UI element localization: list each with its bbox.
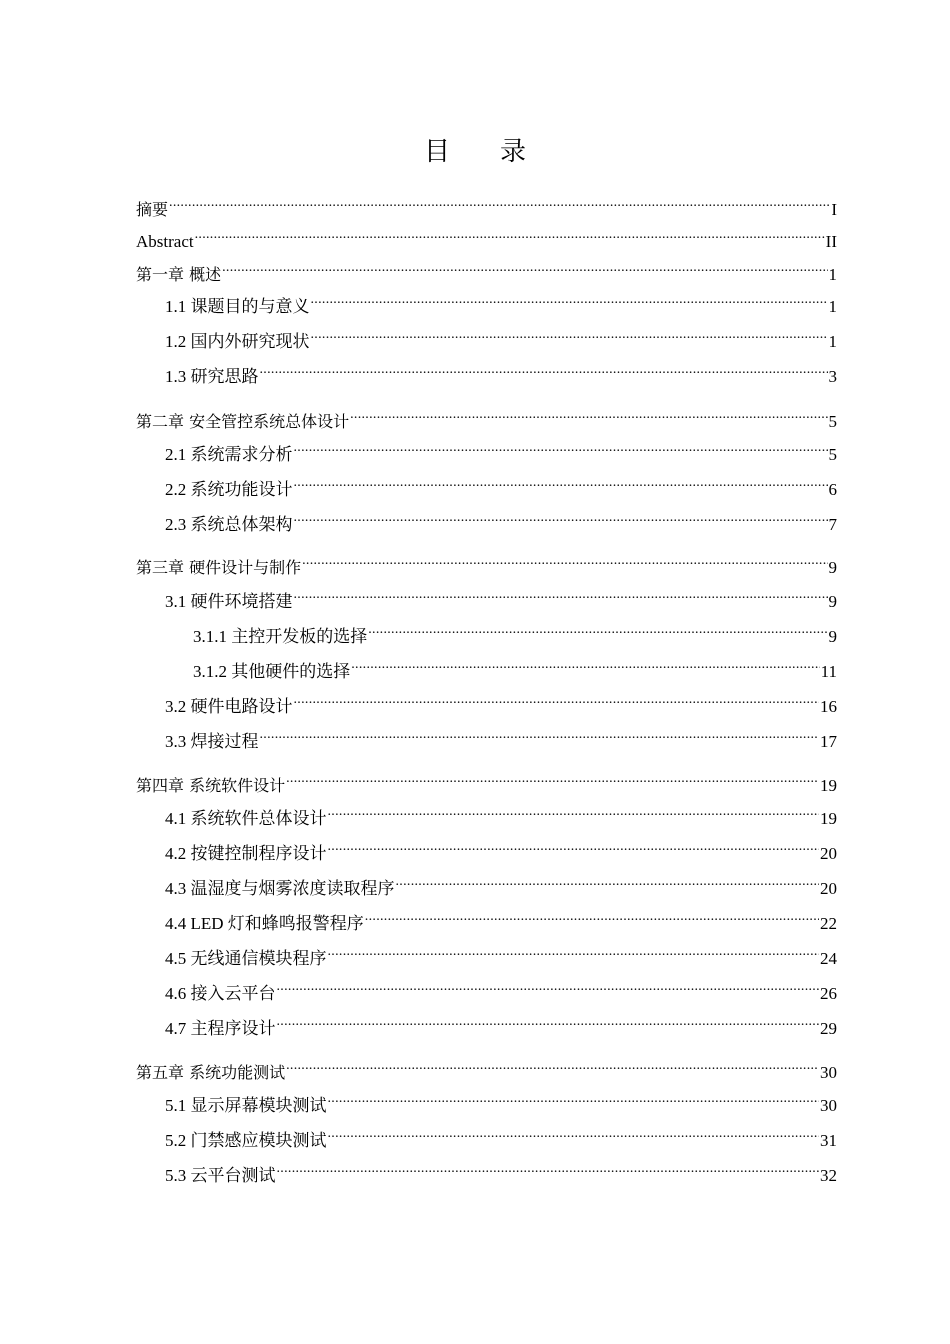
toc-entry-page-number: 1 [828, 297, 837, 316]
toc-entry-page-number: 9 [828, 627, 837, 646]
dot-leader [301, 547, 827, 573]
toc-entry-page-number: 9 [828, 592, 837, 611]
toc-entry[interactable] [165, 1085, 837, 1115]
dot-leader [194, 221, 825, 247]
toc-entry-title: 2.1 系统需求分析 [165, 445, 293, 464]
toc-entry-page-number: I [831, 200, 837, 219]
toc-entry[interactable] [136, 254, 837, 284]
toc-entry[interactable] [136, 1052, 837, 1082]
toc-entry[interactable] [165, 581, 837, 611]
toc-entry-title: 4.5 无线通信模块程序 [165, 949, 327, 968]
toc-entry[interactable] [165, 973, 837, 1003]
toc-entry-title: Abstract [136, 232, 194, 251]
toc-entry-title: 3.3 焊接过程 [165, 732, 259, 751]
dot-leader [168, 189, 830, 215]
toc-entry-title: 1.2 国内外研究现状 [165, 332, 310, 351]
dot-leader [310, 321, 828, 347]
toc-entry-title: 1.3 研究思路 [165, 367, 259, 386]
dot-leader [327, 1120, 820, 1146]
toc-entry[interactable] [136, 765, 837, 795]
toc-entry[interactable] [136, 189, 837, 219]
dot-leader [293, 434, 828, 460]
toc-entry[interactable] [165, 469, 837, 499]
toc-entry-title: 3.1.2 其他硬件的选择 [193, 662, 351, 681]
toc-entry[interactable] [165, 721, 837, 751]
dot-leader [293, 686, 820, 712]
dot-leader [364, 903, 819, 929]
toc-entry-title: 3.2 硬件电路设计 [165, 697, 293, 716]
toc-entry-title: 第五章 系统功能测试 [136, 1063, 286, 1082]
toc-entry-page-number: 19 [820, 809, 837, 828]
toc-entry[interactable] [193, 616, 837, 646]
toc-entry[interactable] [165, 286, 837, 316]
toc-entry-page-number: II [825, 232, 837, 251]
toc-entry-page-number: 5 [828, 412, 837, 431]
toc-entry-title: 4.2 按键控制程序设计 [165, 844, 327, 863]
dot-leader [327, 1085, 820, 1111]
toc-entry[interactable] [136, 401, 837, 431]
toc-entry-title: 4.3 温湿度与烟雾浓度读取程序 [165, 879, 395, 898]
toc-entry-title: 3.1 硬件环境搭建 [165, 592, 293, 611]
toc-entry-title: 摘要 [136, 200, 169, 219]
dot-leader [259, 356, 828, 382]
toc-entry-title: 4.6 接入云平台 [165, 984, 276, 1003]
dot-leader [327, 833, 820, 859]
dot-leader [310, 286, 828, 312]
toc-entry-title: 第一章 概述 [136, 265, 222, 284]
toc-entry[interactable] [165, 434, 837, 464]
toc-entry-page-number: 17 [820, 732, 837, 751]
dot-leader [259, 721, 820, 747]
toc-entry[interactable] [165, 868, 837, 898]
toc-entry-page-number: 3 [828, 367, 837, 386]
toc-entry-title: 4.1 系统软件总体设计 [165, 809, 327, 828]
toc-entry-page-number: 1 [828, 332, 837, 351]
toc-entry-page-number: 26 [820, 984, 837, 1003]
dot-leader [276, 1155, 820, 1181]
dot-leader [327, 798, 820, 824]
toc-entry[interactable] [165, 798, 837, 828]
dot-leader [395, 868, 820, 894]
toc-entry-page-number: 32 [820, 1166, 837, 1185]
toc-entry-page-number: 16 [820, 697, 837, 716]
toc-entry-page-number: 22 [820, 914, 837, 933]
toc-entry-page-number: 5 [828, 445, 837, 464]
toc-entry-page-number: 1 [828, 265, 837, 284]
toc-entry-title: 第四章 系统软件设计 [136, 776, 286, 795]
dot-leader [350, 651, 819, 677]
dot-leader [276, 973, 820, 999]
dot-leader [367, 616, 827, 642]
dot-leader [293, 504, 828, 530]
toc-entry[interactable] [136, 221, 837, 251]
toc-entry-title: 4.4 LED 灯和蜂鸣报警程序 [165, 914, 364, 933]
toc-entry-title: 第三章 硬件设计与制作 [136, 558, 302, 577]
toc-entry-page-number: 31 [820, 1131, 837, 1150]
toc-entry[interactable] [165, 1008, 837, 1038]
toc-entry[interactable] [165, 938, 837, 968]
toc-entry-title: 5.3 云平台测试 [165, 1166, 276, 1185]
dot-leader [293, 581, 828, 607]
dot-leader [285, 765, 819, 791]
toc-entry[interactable] [165, 1120, 837, 1150]
toc-entry-title: 1.1 课题目的与意义 [165, 297, 310, 316]
dot-leader [221, 254, 827, 280]
toc-entry[interactable] [165, 833, 837, 863]
toc-entry[interactable] [165, 686, 837, 716]
toc-entry[interactable] [136, 547, 837, 577]
toc-entry[interactable] [165, 903, 837, 933]
toc-entry-page-number: 29 [820, 1019, 837, 1038]
toc-entry-page-number: 11 [820, 662, 837, 681]
toc-entry-title: 第二章 安全管控系统总体设计 [136, 412, 350, 431]
toc-entry-page-number: 24 [820, 949, 837, 968]
page-title-part2: 录 [500, 137, 527, 167]
page-title [0, 134, 950, 170]
toc-entry[interactable] [165, 356, 837, 386]
toc-entry-page-number: 6 [828, 480, 837, 499]
toc-entry-title: 5.1 显示屏幕模块测试 [165, 1096, 327, 1115]
toc-entry[interactable] [193, 651, 837, 681]
toc-entry-page-number: 19 [820, 776, 837, 795]
dot-leader [276, 1008, 820, 1034]
toc-entry-page-number: 30 [820, 1096, 837, 1115]
toc-entry[interactable] [165, 1155, 837, 1185]
toc-entry-page-number: 20 [820, 844, 837, 863]
dot-leader [327, 938, 820, 964]
toc-entry-title: 2.2 系统功能设计 [165, 480, 293, 499]
page-title-part1: 目 [423, 137, 450, 167]
toc-entry[interactable] [165, 321, 837, 351]
dot-leader [285, 1052, 819, 1078]
dot-leader [293, 469, 828, 495]
toc-entry-page-number: 9 [828, 558, 837, 577]
toc-entry-title: 4.7 主程序设计 [165, 1019, 276, 1038]
toc-entry-page-number: 7 [828, 515, 837, 534]
toc-entry-title: 3.1.1 主控开发板的选择 [193, 627, 368, 646]
toc-entry-title: 5.2 门禁感应模块测试 [165, 1131, 327, 1150]
toc-entry-page-number: 30 [820, 1063, 837, 1082]
dot-leader [349, 401, 827, 427]
toc-entry-title: 2.3 系统总体架构 [165, 515, 293, 534]
toc-entry[interactable] [165, 504, 837, 534]
toc-entry-page-number: 20 [820, 879, 837, 898]
